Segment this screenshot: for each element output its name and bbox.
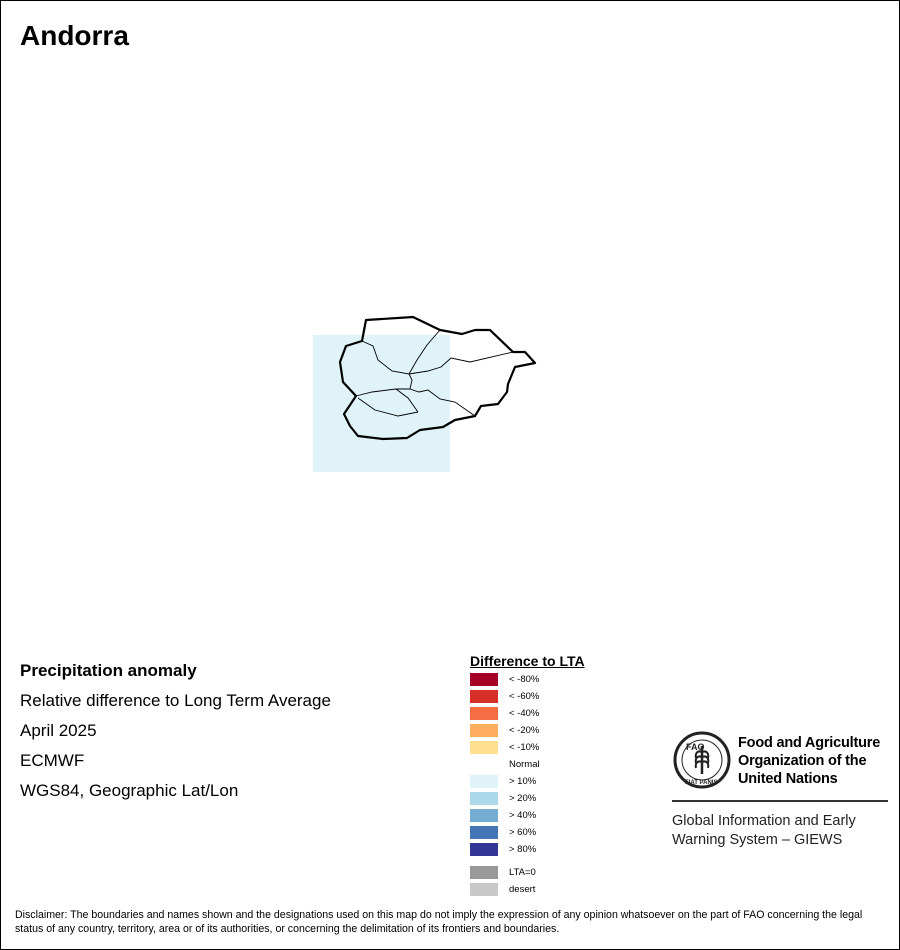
giews-name: [672, 812, 856, 850]
info-subtitle: Relative difference to Long Term Average: [20, 691, 331, 710]
fao-name-line: United Nations: [738, 771, 838, 787]
legend-swatch: [470, 843, 498, 856]
legend-label: LTA=0: [509, 867, 536, 878]
legend-swatch: [470, 690, 498, 703]
giews-line: Global Information and Early: [672, 813, 856, 829]
legend-swatch: [470, 758, 498, 771]
legend-item: [470, 706, 670, 723]
legend-label: < -60%: [509, 691, 540, 702]
legend-swatch: [470, 775, 498, 788]
legend-label: desert: [509, 884, 536, 895]
legend-swatch: [470, 724, 498, 737]
legend-label: > 10%: [509, 776, 537, 787]
legend-item: [470, 825, 670, 842]
legend-label: < -40%: [509, 708, 540, 719]
legend-swatch: [470, 673, 498, 686]
legend-swatch: [470, 883, 498, 896]
legend-label: > 80%: [509, 844, 537, 855]
legend-label: > 60%: [509, 827, 537, 838]
legend-item: [470, 689, 670, 706]
fao-name-line: Organization of the: [738, 753, 867, 769]
emblem-motto: FIAT PANIS: [685, 780, 718, 786]
legend-item: [470, 791, 670, 808]
legend-title: Difference to LTA: [470, 653, 585, 669]
legend-swatch: [470, 826, 498, 839]
legend-label: Normal: [509, 759, 540, 770]
legend-swatch: [470, 809, 498, 822]
emblem-letters: FAO: [686, 742, 705, 752]
legend-item: [470, 882, 670, 899]
disclaimer: Disclaimer: The boundaries and names shown and the designations used on this map do not imply the expression of any opinion whatsoever on the part of FAO concerning the legal status of any country, territory, area or of its authorities, or concerning the delimitation of its frontiers and boundaries.: [15, 909, 863, 935]
legend-swatch: [470, 741, 498, 754]
legend-item: [470, 740, 670, 757]
legend-label: < -10%: [509, 742, 540, 753]
map-info: [20, 656, 440, 806]
legend-swatch: [470, 707, 498, 720]
info-heading: Precipitation anomaly: [20, 661, 197, 680]
legend-item: [470, 757, 670, 774]
legend-label: > 20%: [509, 793, 537, 804]
legend-item: [470, 865, 670, 882]
legend-label: < -20%: [509, 725, 540, 736]
legend-swatch: [470, 792, 498, 805]
info-projection: WGS84, Geographic Lat/Lon: [20, 781, 239, 800]
anomaly-cell: [313, 335, 450, 472]
giews-line: Warning System – GIEWS: [672, 832, 843, 848]
logo-divider: [672, 800, 888, 802]
info-date: April 2025: [20, 721, 97, 740]
fao-name: [738, 734, 880, 788]
legend-item: [470, 774, 670, 791]
fao-logo: [672, 730, 892, 850]
map-title: Andorra: [20, 20, 129, 51]
fao-name-line: Food and Agriculture: [738, 735, 881, 751]
legend-label: < -80%: [509, 674, 540, 685]
legend-item: [470, 723, 670, 740]
info-source: ECMWF: [20, 751, 85, 770]
legend-item: [470, 808, 670, 825]
legend: [470, 652, 670, 899]
legend-label: > 40%: [509, 810, 537, 821]
legend-item: [470, 672, 670, 689]
fao-emblem-icon: [672, 730, 732, 790]
legend-swatch: [470, 866, 498, 879]
legend-item: [470, 842, 670, 859]
